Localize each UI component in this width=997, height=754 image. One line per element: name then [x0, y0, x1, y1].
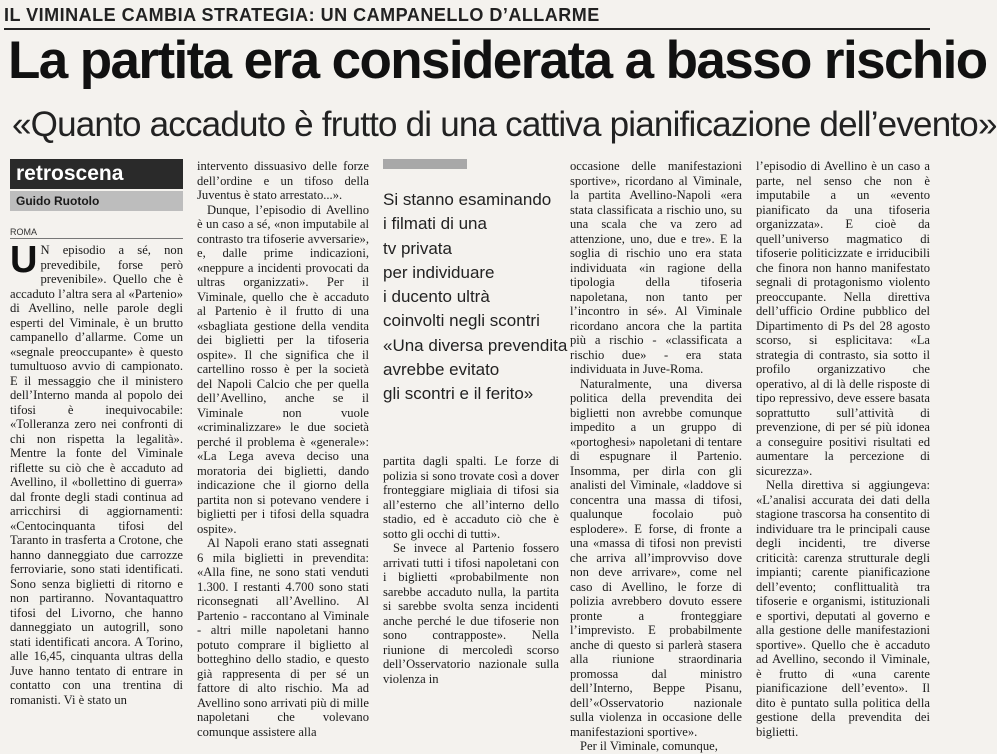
paragraph: occasione delle manifestazioni sportive», ricordano al Viminale, la partita Avellino-Napoli «era stata classificata a rischio uno, su una scala che va zero ad attenzione, uno, due e tre». E la soglia di rischio uno era stata individuata «in ragione della tipologia della tifoseria napoletana, non tanto per l’incontro in sé». Al Viminale ricordano ancora che la partita più a rischio - «classificata a rischio due» - era stata individuata in Juve-Roma.: [570, 159, 742, 376]
pullquote-line: avrebbe evitato: [383, 360, 500, 380]
kicker: IL VIMINALE CAMBIA STRATEGIA: UN CAMPANELLO D’ALLARME: [4, 4, 930, 30]
paragraph: intervento dissuasivo delle forze dell’ordine e un tifoso della Juventus è stato arrestato...».: [197, 159, 369, 202]
article-column-5: [756, 159, 930, 739]
pullquote-line: gli scontri e il ferito»: [383, 384, 534, 404]
pullquote-bar: [383, 159, 467, 169]
section-rubric: retroscena: [10, 159, 183, 189]
paragraph: [10, 239, 183, 707]
paragraph: Dunque, l’episodio di Avellino è un caso a sé, «non imputabile al contrasto tra tifoserie avversarie», e, dalle prime indicazioni, «neppure a incidenti provocati da ultras organizzati». Per il Viminale, quello che è accaduto al Partenio è il frutto di una «sbagliata gestione della vendita dei biglietti per la tifoseria ospite». Il che significa che il cartellino rosso è per la società del Napoli Calcio che per quella dell’Avellino, anche se il Viminale non vuole «criminalizzare» le due società perché il problema è «generale»: «La Lega aveva deciso una moratoria dei biglietti, dando indicazione che il giorno della partita non si potevano vendere i biglietti per i tifosi della squadra ospite».: [197, 202, 369, 536]
subhead: «Quanto accaduto è frutto di una cattiva pianificazione dell’evento»: [12, 105, 997, 144]
pullquote-line: «Una diversa prevendita: [383, 335, 568, 355]
pullquote: [383, 188, 568, 436]
pullquote-line: Si stanno esaminando: [383, 190, 552, 209]
headline: La partita era considerata a basso rischio: [8, 31, 987, 90]
article-column-4: [570, 159, 742, 753]
paragraph: partita dagli spalti. Le forze di polizia si sono trovate così a dover fronteggiare migliaia di tifosi sia all’esterno che all’interno dello stadio, ed è accaduto ciò che è sotto gli occhi di tutti».: [383, 454, 559, 541]
paragraph: Nella direttiva si aggiungeva: «L’analisi accurata dei dati della stagione trascorsa ha consentito di individuare tra le principali cause degli incidenti, tre diverse criticità: carenza strutturale degli impianti; carente pianificazione dell’evento; conflittualità tra tifoserie e organismi, istituzionali e sportivi, deputati al governo e alla gestione delle manifestazioni sportive». Quello che è accaduto ad Avellino, secondo il Viminale, è frutto di «una carente pianificazione dell’evento». Il dito è puntato sulla politica della gestione della prevendita dei biglietti.: [756, 478, 930, 739]
paragraph: Per il Viminale, comunque,: [580, 739, 718, 753]
pullquote-line: i ducento ultrà: [383, 287, 490, 307]
author-byline: Guido Ruotolo: [10, 191, 183, 211]
paragraph: l’episodio di Avellino è un caso a parte, nel senso che non è imputabile a un «evento pianificato da una tifoseria organizzata». E cioè da quell’universo magmatico di tifoserie politicizzate e irriducibili che finora non hanno manifestato segnali di protagonismo violento preoccupante. Nella direttiva dell’ufficio Ordine pubblico del Dipartimento di Ps del 28 agosto scorso, si esplicitava: «La strategia di contrasto, sia sotto il profilo organizzativo che operativo, al di là delle risposte di tipo repressivo, deve essere basata soprattutto sull’attività di prevenzione, di per sé più idonea a conseguire positivi risultati ed aumentare la percezione di sicurezza».: [756, 159, 930, 478]
paragraph-text: N episodio a sé, non prevedibile, forse però prevenibile». Quello che è accaduto l’altra sera al «Partenio» di Avellino, nelle parole degli esperti del Viminale, è un brutto campanello d’allarme. Come un «segnale preoccupante» è questo tumultuoso avvio di campionato. E il messaggio che il ministero dell’Interno manda al popolo dei tifosi è inequivocabile: «Tolleranza zero nei confronti di chi non rispetta la legalità». Mentre la fonte del Viminale riflette su ciò che è accaduto ad Avellino, il «bollettino di guerra» dal fronte degli stadi continua ad arricchirsi di aggiornamenti: «Centocinquanta tifosi del Taranto in trasferta a Crotone, che hanno danneggiato due carrozze ferroviarie, sono stati identificati. Sono senza biglietti di ritorno e non partiranno. Novantaquattro tifosi del Livorno, che hanno danneggiato un autogrill, sono stati identificati ancora. A Torino, alle 16,45, cinquanta ultras della Juve hanno tentato di entrare in contatto con una trentina di romanisti. Vi è stato un: [10, 243, 183, 707]
paragraph: Se invece al Partenio fossero arrivati tutti i tifosi napoletani con i biglietti «probabilmente non sarebbe accaduto nulla, la partita si sarebbe svolta senza incidenti anche perché le due tifoserie non sono contrapposte». Nella riunione di mercoledì scorso dell’Osservatorio nazionale sulla violenza in: [383, 541, 559, 686]
pullquote-line: coinvolti negli scontri: [383, 311, 540, 331]
pullquote-line: i filmati di una: [383, 214, 487, 234]
paragraph: Al Napoli erano stati assegnati 6 mila biglietti in prevendita: «Alla fine, ne sono stati venduti 1.300. I restanti 4.700 sono stati riconsegnati all’Avellino. Al Partenio - raccontano al Viminale - altri mille napoletani hanno potuto comprare il biglietto al botteghino dello stadio, e questo già rappresenta di per sé un fattore di alto rischio. Ma ad Avellino sono arrivati più di mille napoletani che volevano comunque assistere alla: [197, 536, 369, 739]
paragraph: Naturalmente, una diversa politica della prevendita dei biglietti non avrebbe comunque impedito a un gruppo di «portoghesi» napoletani di tentare di espugnare il Partenio. Insomma, per dirla con gli analisti del Viminale, «laddove si concentra una massa di tifosi, qualunque focolaio può esplodere». E forse, di fronte a una «massa di tifosi non previsti che arriva all’improvviso dove non deve arrivare», come nel caso di Avellino, le forze di polizia avrebbero dovuto essere pronte a fronteggiare l’imprevisto. E probabilmente anche di questo si parlerà stasera alla riunione straordinaria promossa dal ministro dell’Interno, Beppe Pisanu, dell’«Osservatorio nazionale sulla violenza in occasione delle manifestazioni sportive».: [570, 376, 742, 739]
article-column-2: [197, 159, 369, 739]
article-column-3: [383, 454, 559, 686]
drop-cap: U: [10, 239, 38, 281]
pullquote-line: per individuare: [383, 262, 495, 282]
pullquote-line: tv privata: [383, 238, 452, 258]
dateline: ROMA: [10, 226, 183, 239]
article-column-1: [10, 239, 183, 707]
